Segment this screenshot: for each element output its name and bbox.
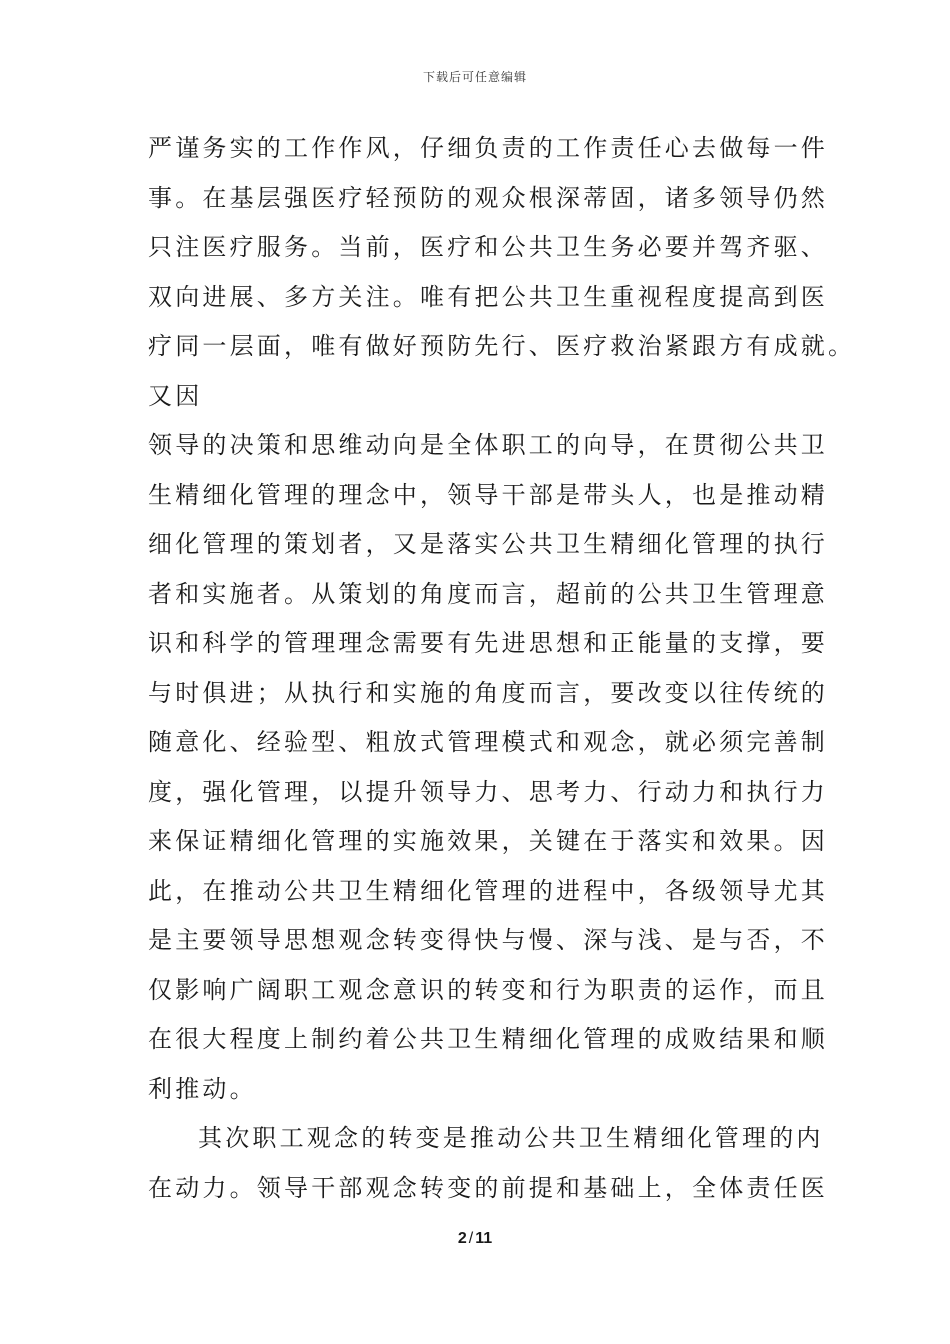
text-line: 双向进展、多方关注。唯有把公共卫生重视程度提高到医: [148, 282, 828, 311]
text-line: 细化管理的策划者，又是落实公共卫生精细化管理的执行: [148, 530, 828, 558]
text-line: 识和科学的管理理念需要有先进思想和正能量的支撑，要: [148, 629, 828, 657]
text-line: 在动力。领导干部观念转变的前提和基础上，全体责任医: [148, 1173, 828, 1202]
text-line: 来保证精细化管理的实施效果，关键在于落实和效果。因: [148, 827, 828, 855]
page-header: 下载后可任意编辑: [422, 70, 527, 84]
text-line: 是主要领导思想观念转变得快与慢、深与浅、是与否，不: [148, 926, 828, 954]
text-line: 随意化、经验型、粗放式管理模式和观念，就必须完善制: [148, 728, 828, 756]
text-line: 度，强化管理，以提升领导力、思考力、行动力和执行力: [148, 777, 828, 806]
text-line: 只注医疗服务。当前，医疗和公共卫生务必要并驾齐驱、: [148, 233, 828, 261]
text-line: 与时俱进；从执行和实施的角度而言，要改变以往传统的: [148, 678, 828, 707]
text-line: 利推动。: [148, 1074, 257, 1103]
text-line-indented: 其次职工观念的转变是推动公共卫生精细化管理的内: [198, 1124, 824, 1152]
body-text: [148, 124, 856, 1213]
page-number-separator: /: [468, 1230, 474, 1247]
text-line: 疗同一层面，唯有做好预防先行、医疗救治紧跟方有成就。: [148, 332, 856, 360]
text-line: 事。在基层强医疗轻预防的观众根深蒂固，诸多领导仍然: [148, 183, 828, 212]
text-line: 领导的决策和思维动向是全体职工的向导，在贯彻公共卫: [148, 431, 828, 459]
text-line: 在很大程度上制约着公共卫生精细化管理的成败结果和顺: [148, 1025, 828, 1053]
text-line: 仅影响广阔职工观念意识的转变和行为职责的运作，而且: [148, 975, 828, 1004]
text-line: 又因: [148, 381, 203, 410]
text-line: 生精细化管理的理念中，领导干部是带头人，也是推动精: [148, 480, 828, 509]
text-line: 严谨务实的工作作风，仔细负责的工作责任心去做每一件: [148, 134, 828, 162]
current-page-number: 2: [457, 1230, 467, 1247]
text-line: 者和实施者。从策划的角度而言，超前的公共卫生管理意: [148, 579, 828, 608]
total-page-count: 11: [475, 1230, 493, 1247]
page-number: [0, 1230, 950, 1248]
text-line: 此，在推动公共卫生精细化管理的进程中，各级领导尤其: [148, 876, 828, 905]
